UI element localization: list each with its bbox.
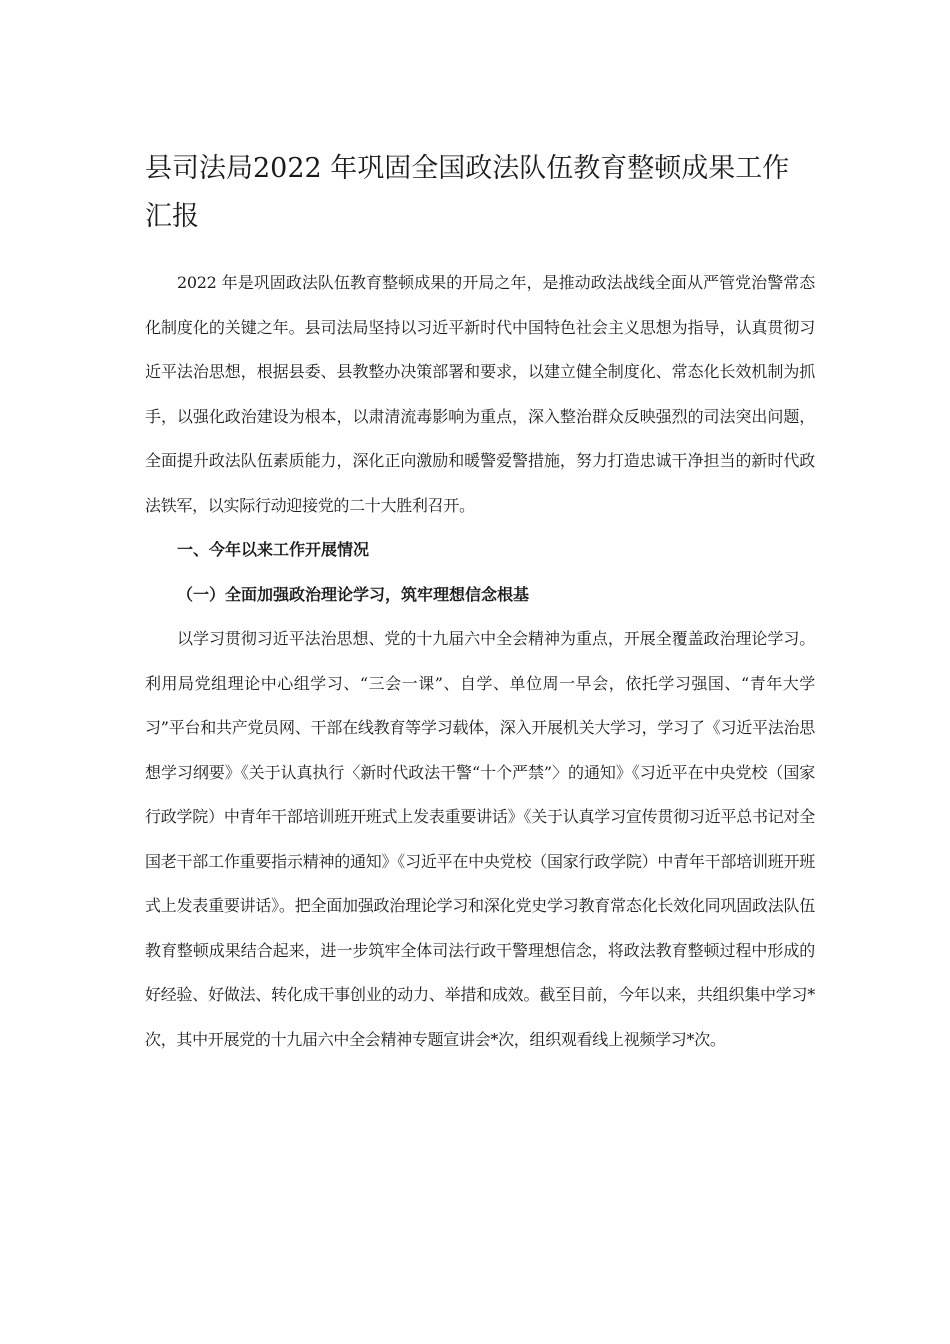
section-heading: 一、今年以来工作开展情况 — [177, 540, 370, 559]
document-page — [145, 0, 815, 1062]
subsection-heading: （一）全面加强政治理论学习，筑牢理想信念根基 — [177, 584, 530, 604]
body-paragraph: 以学习贯彻习近平法治思想、党的十九届六中全会精神为重点，开展全覆盖政治理论学习。利用局党组理论中心组学习、“三会一课”、自学、单位周一早会，依托学习强国、“青年大学习”平台和共产党员网、干部在线教育等学习载体，深入开展机关大学习，学习了《习近平法治思想学习纲要》《关于认真执行〈新时代政法干警“十个严禁”〉的通知》《习近平在中央党校（国家行政学院）中青年干部培训班开班式上发表重要讲话》《关于认真学习宣传贯彻习近平总书记对全国老干部工作重要指示精神的通知》《习近平在中央党校（国家行政学院）中青年干部培训班开班式上发表重要讲话》。把全面加强政治理论学习和深化党史学习教育常态化长效化同巩固政法队伍教育整顿成果结合起来，进一步筑牢全体司法行政干警理想信念，将政法教育整顿过程中形成的好经验、好做法、转化成干事创业的动力、举措和成效。截至目前，今年以来，共组织集中学习*次，其中开展党的十九届六中全会精神专题宣讲会*次，组织观看线上视频学习*次。 — [145, 629, 815, 1049]
document-title: 县司法局2022 年巩固全国政法队伍教育整顿成果工作汇报 — [145, 153, 790, 232]
intro-paragraph: 2022 年是巩固政法队伍教育整顿成果的开局之年，是推动政法战线全面从严管党治警常态化制度化的关键之年。县司法局坚持以习近平新时代中国特色社会主义思想为指导，认真贯彻习近平法治思想，根据县委、县教整办决策部署和要求，以建立健全制度化、常态化长效机制为抓手，以强化政治建设为根本，以肃清流毒影响为重点，深入整治群众反映强烈的司法突出问题，全面提升政法队伍素质能力，深化正向激励和暖警爱警措施，努力打造忠诚干净担当的新时代政法铁军，以实际行动迎接党的二十大胜利召开。 — [145, 273, 815, 515]
